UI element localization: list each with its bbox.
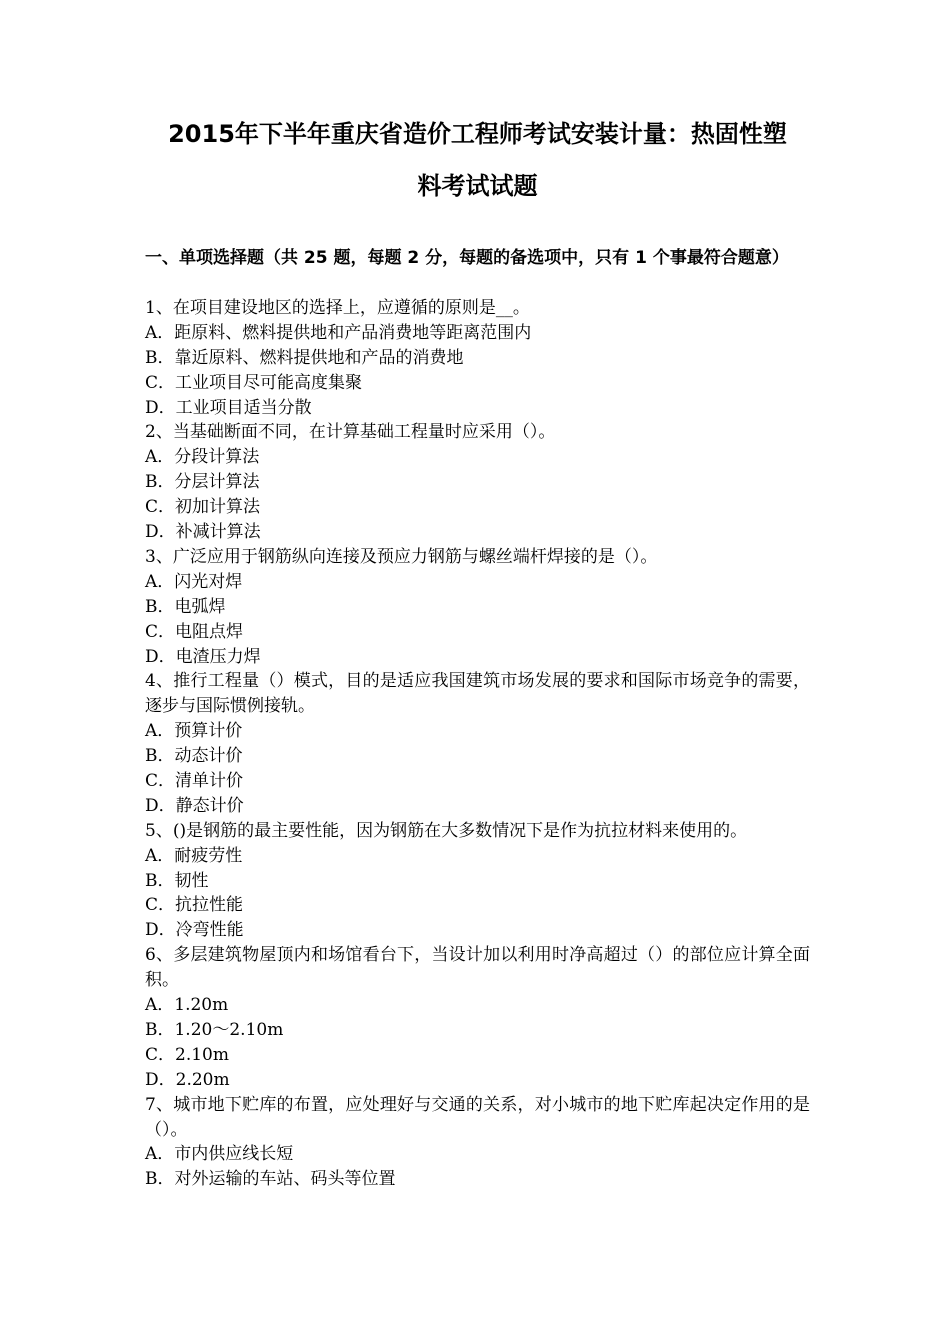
question-1-option-c: C．工业项目尽可能高度集聚	[145, 372, 363, 393]
question-5-option-c: C．抗拉性能	[145, 895, 244, 916]
question-3-stem: 3、广泛应用于钢筋纵向连接及预应力钢筋与螺丝端杆焊接的是（）。	[145, 546, 658, 567]
question-5-option-d: D．冷弯性能	[145, 920, 244, 941]
question-5-option-b: B．韧性	[145, 870, 209, 891]
question-1-option-d: D．工业项目适当分散	[145, 397, 312, 418]
question-7-option-a: A．市内供应线长短	[145, 1144, 294, 1165]
question-6-option-d: D．2.20m	[145, 1069, 230, 1090]
document-title-line-2: 料考试试题	[417, 172, 538, 200]
question-1-option-a: A．距原料、燃料提供地和产品消费地等距离范围内	[145, 322, 532, 343]
question-3-option-c: C．电阻点焊	[145, 621, 244, 642]
question-4-option-c: C．清单计价	[145, 771, 244, 791]
question-3-option-a: A．闪光对焊	[145, 571, 243, 592]
section-header: 一、单项选择题（共 25 题，每题 2 分，每题的备选项中，只有 1 个事最符合题意）	[145, 248, 789, 268]
question-3-option-b: B．电弧焊	[145, 596, 226, 617]
question-7-option-b: B．对外运输的车站、码头等位置	[145, 1169, 396, 1190]
question-5-stem: 5、()是钢筋的最主要性能，因为钢筋在大多数情况下是作为抗拉材料来使用的。	[145, 820, 748, 841]
question-4-option-d: D．静态计价	[145, 795, 244, 816]
question-4-stem: 4、推行工程量（）模式，目的是适应我国建筑市场发展的要求和国际市场竞争的需要，逐步与国际惯例接轨。	[145, 671, 810, 717]
question-1-option-b: B．靠近原料、燃料提供地和产品的消费地	[145, 347, 464, 368]
question-list	[145, 296, 810, 1192]
question-5-option-a: A．耐疲劳性	[145, 845, 243, 866]
question-6-stem: 6、多层建筑物屋顶内和场馆看台下，当设计加以利用时净高超过（）的部位应计算全面积。	[145, 945, 810, 991]
question-2-option-b: B．分层计算法	[145, 472, 260, 493]
question-4-option-b: B．动态计价	[145, 746, 243, 767]
question-6-option-b: B．1.20～2.10m	[145, 1019, 284, 1040]
question-2-option-c: C．初加计算法	[145, 497, 261, 518]
question-1-stem: 1、在项目建设地区的选择上，应遵循的原则是__。	[145, 298, 530, 318]
question-3-option-d: D．电渣压力焊	[145, 646, 261, 667]
question-4-option-a: A．预算计价	[145, 721, 243, 742]
question-6-option-c: C．2.10m	[145, 1044, 229, 1065]
question-7-stem: 7、城市地下贮库的布置，应处理好与交通的关系，对小城市的地下贮库起决定作用的是（）。	[145, 1094, 810, 1140]
question-2-stem: 2、当基础断面不同，在计算基础工程量时应采用（）。	[145, 422, 556, 443]
document-title-line-1: 2015年下半年重庆省造价工程师考试安装计量：热固性塑	[168, 120, 787, 148]
question-2-option-d: D．补减计算法	[145, 522, 261, 543]
question-2-option-a: A．分段计算法	[145, 447, 260, 468]
question-6-option-a: A．1.20m	[145, 995, 229, 1016]
